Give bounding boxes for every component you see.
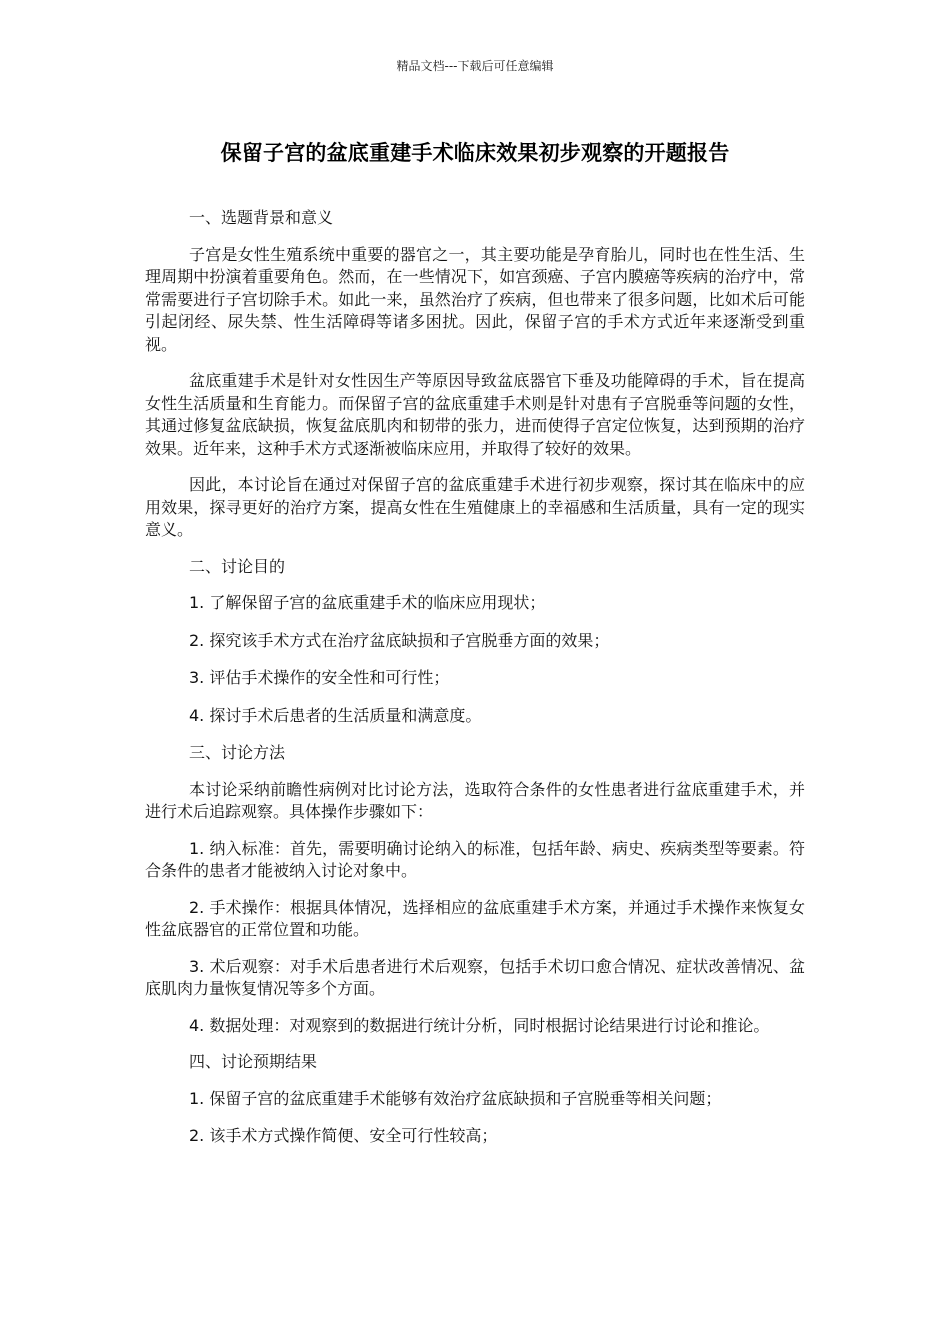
background-paragraph-2: 盆底重建手术是针对女性因生产等原因导致盆底器官下垂及功能障碍的手术，旨在提高女性生活质量和生育能力。而保留子宫的盆底重建手术则是针对患有子宫脱垂等问题的女性，其通过修复盆底缺损，恢复盆底肌肉和韧带的张力，进而使得子宫定位恢复，达到预期的治疗效果。近年来，这种手术方式逐渐被临床应用，并取得了较好的效果。 — [145, 371, 805, 458]
section-heading-methods: 三、讨论方法 — [189, 743, 286, 762]
goal-item-1: 1. 了解保留子宫的盆底重建手术的临床应用现状； — [189, 593, 546, 612]
background-paragraph-3: 因此，本讨论旨在通过对保留子宫的盆底重建手术进行初步观察，探讨其在临床中的应用效果，探寻更好的治疗方案，提高女性在生殖健康上的幸福感和生活质量，具有一定的现实意义。 — [145, 475, 805, 539]
document-body — [145, 207, 805, 1163]
method-step-3: 3. 术后观察：对手术后患者进行术后观察，包括手术切口愈合情况、症状改善情况、盆底肌肉力量恢复情况等多个方面。 — [145, 956, 805, 998]
header-note: 精品文档---下载后可任意编辑 — [396, 59, 554, 73]
section-heading-goals: 二、讨论目的 — [189, 556, 286, 576]
section-heading-background: 一、选题背景和意义 — [189, 208, 334, 227]
result-item-1: 1. 保留子宫的盆底重建手术能够有效治疗盆底缺损和子宫脱垂等相关问题； — [189, 1088, 722, 1108]
document-title: 保留子宫的盆底重建手术临床效果初步观察的开题报告 — [220, 141, 730, 165]
section-heading-results: 四、讨论预期结果 — [189, 1052, 318, 1071]
goal-item-2: 2. 探究该手术方式在治疗盆底缺损和子宫脱垂方面的效果； — [189, 630, 610, 650]
method-step-2: 2. 手术操作：根据具体情况，选择相应的盆底重建手术方案，并通过手术操作来恢复女性盆底器官的正常位置和功能。 — [145, 897, 805, 939]
method-step-1: 1. 纳入标准：首先，需要明确讨论纳入的标准，包括年龄、病史、疾病类型等要素。符合条件的患者才能被纳入讨论对象中。 — [145, 838, 805, 880]
goal-item-3: 3. 评估手术操作的安全性和可行性； — [189, 668, 450, 687]
background-paragraph-1: 子宫是女性生殖系统中重要的器官之一，其主要功能是孕育胎儿，同时也在性生活、生理周期中扮演着重要角色。然而，在一些情况下，如宫颈癌、子宫内膜癌等疾病的治疗中，常常需要进行子宫切除手术。如此一来，虽然治疗了疾病，但也带来了很多问题，比如术后可能引起闭经、尿失禁、性生活障碍等诸多困扰。因此，保留子宫的手术方式近年来逐渐受到重视。 — [145, 244, 805, 354]
method-step-4: 4. 数据处理：对观察到的数据进行统计分析，同时根据讨论结果进行讨论和推论。 — [189, 1015, 770, 1035]
methods-intro: 本讨论采纳前瞻性病例对比讨论方法，选取符合条件的女性患者进行盆底重建手术，并进行术后追踪观察。具体操作步骤如下： — [145, 779, 805, 821]
result-item-2: 2. 该手术方式操作简便、安全可行性较高； — [189, 1126, 498, 1145]
goal-item-4: 4. 探讨手术后患者的生活质量和满意度。 — [189, 705, 482, 725]
